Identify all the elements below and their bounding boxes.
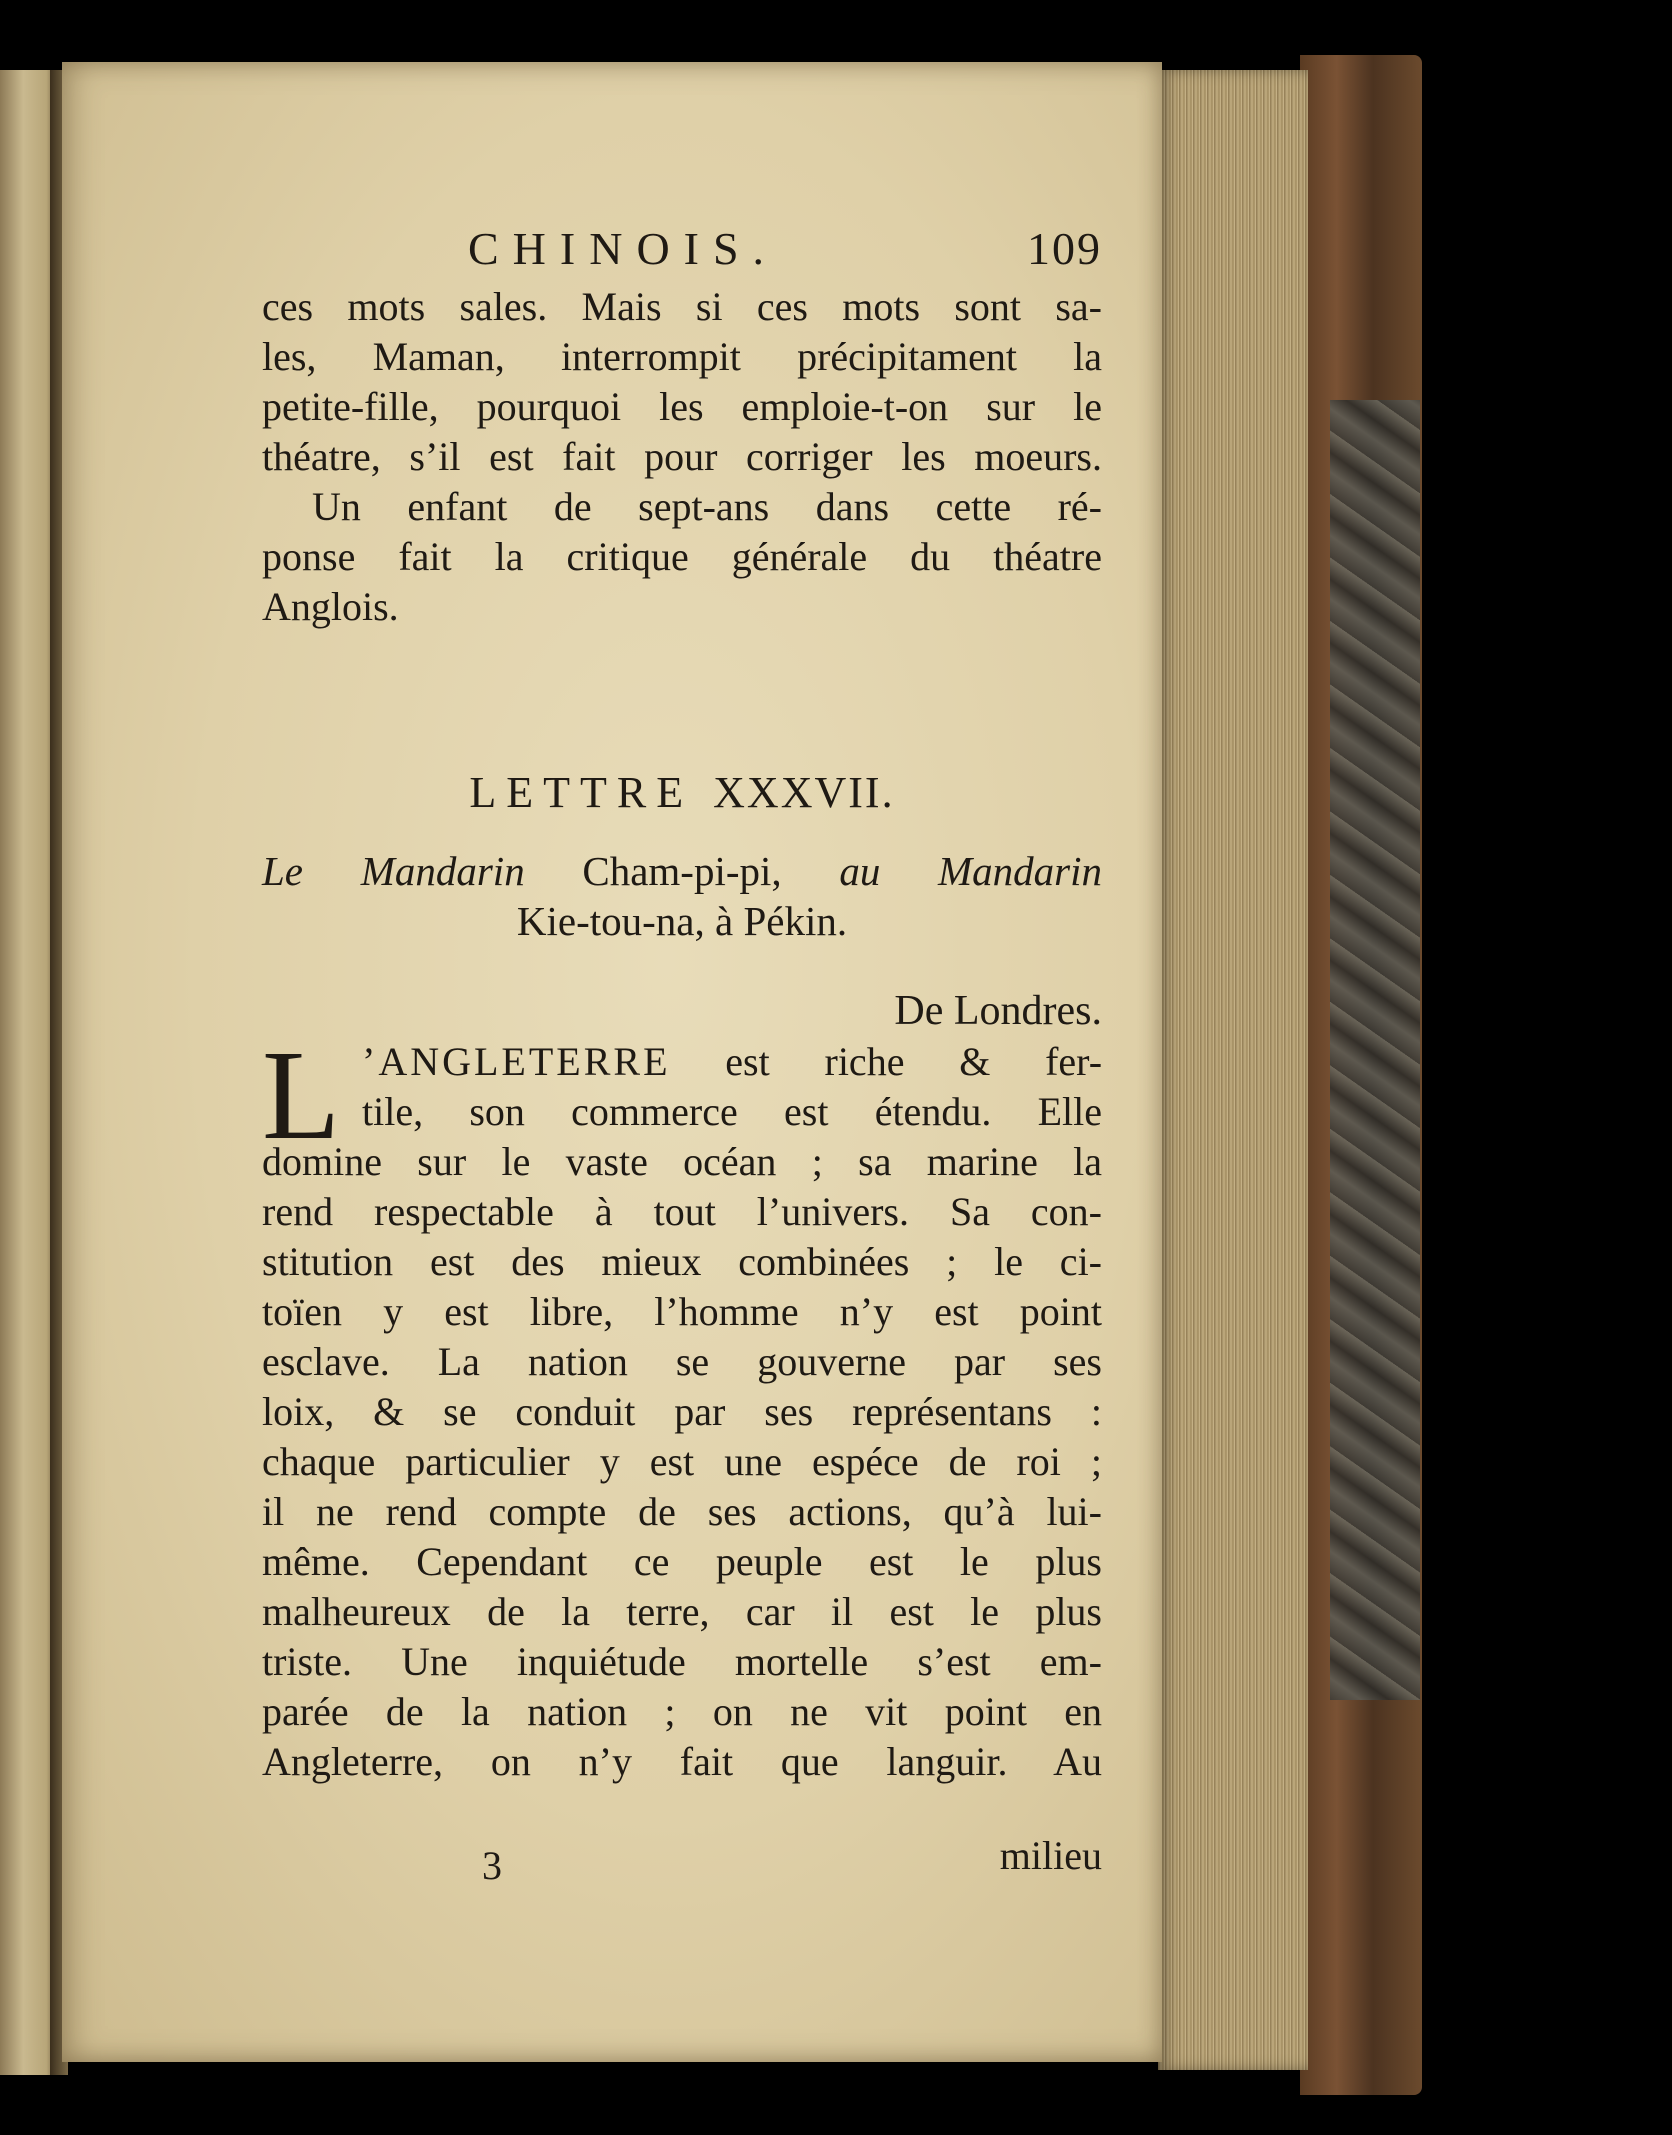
text-line: Anglois. xyxy=(262,584,399,629)
page-header xyxy=(262,222,1102,282)
letter-title: LETTRE xyxy=(469,768,694,817)
text-line: triste. Une inquiétude mortelle s’est em- xyxy=(262,1639,1102,1684)
text-line: ces mots sales. Mais si ces mots sont sa- xyxy=(262,284,1102,329)
catchword: milieu xyxy=(999,1833,1102,1878)
text-line: il ne rend compte de ses actions, qu’à lui- xyxy=(262,1489,1102,1534)
dateline: De Londres. xyxy=(894,988,1102,1034)
page-edges xyxy=(1158,70,1308,2070)
letter-number: XXXVII. xyxy=(713,768,895,817)
first-line-rest: est riche & fer- xyxy=(725,1039,1103,1084)
running-title: CHINOIS. xyxy=(468,223,779,274)
text-line: les, Maman, interrompit précipitament la xyxy=(262,334,1102,379)
text-line: même. Cependant ce peuple est le plus xyxy=(262,1539,1102,1584)
letter-heading xyxy=(262,767,1102,818)
address-sender: Cham-pi-pi, xyxy=(582,848,782,894)
text-line: loix, & se conduit par ses représentans : xyxy=(262,1389,1102,1434)
book-page xyxy=(62,62,1162,2062)
text-line: malheureux de la terre, car il est le plus xyxy=(262,1589,1102,1634)
text-line: parée de la nation ; on ne vit point en xyxy=(262,1689,1102,1734)
text-line: rend respectable à tout l’univers. Sa con- xyxy=(262,1189,1102,1234)
text-line xyxy=(362,1037,1102,1087)
page-number: 109 xyxy=(1027,223,1102,274)
text-line: esclave. La nation se gouverne par ses xyxy=(262,1339,1102,1384)
address-au: au xyxy=(839,848,881,894)
first-word: ’ANGLETERRE xyxy=(362,1039,671,1084)
text-line: théatre, s’il est fait pour corriger les moeurs. xyxy=(262,434,1102,479)
text-line: Un enfant de sept-ans dans cette ré- xyxy=(312,484,1102,529)
letter-address-line-2: Kie-tou-na, à Pékin. xyxy=(516,898,848,944)
address-mandarin-1: Mandarin xyxy=(360,848,525,894)
marbled-cover-board xyxy=(1330,400,1420,1700)
text-line: tile, son commerce est étendu. Elle xyxy=(362,1089,1102,1134)
text-line: petite-fille, pourquoi les emploie-t-on sur le xyxy=(262,384,1102,429)
text-line: chaque particulier y est une espéce de roi ; xyxy=(262,1439,1102,1484)
text-line: toïen y est libre, l’homme n’y est point xyxy=(262,1289,1102,1334)
letter-address-line-1 xyxy=(262,846,1102,896)
signature-mark: 3 xyxy=(482,1843,502,1888)
drop-cap: L xyxy=(262,1024,341,1166)
address-le: Le xyxy=(262,848,303,894)
text-line: stitution est des mieux combinées ; le ci- xyxy=(262,1239,1102,1284)
text-line: ponse fait la critique générale du théatre xyxy=(262,534,1102,579)
address-mandarin-2: Mandarin xyxy=(938,848,1103,894)
text-line: domine sur le vaste océan ; sa marine la xyxy=(262,1139,1102,1184)
text-line: Angleterre, on n’y fait que languir. Au xyxy=(262,1739,1102,1784)
